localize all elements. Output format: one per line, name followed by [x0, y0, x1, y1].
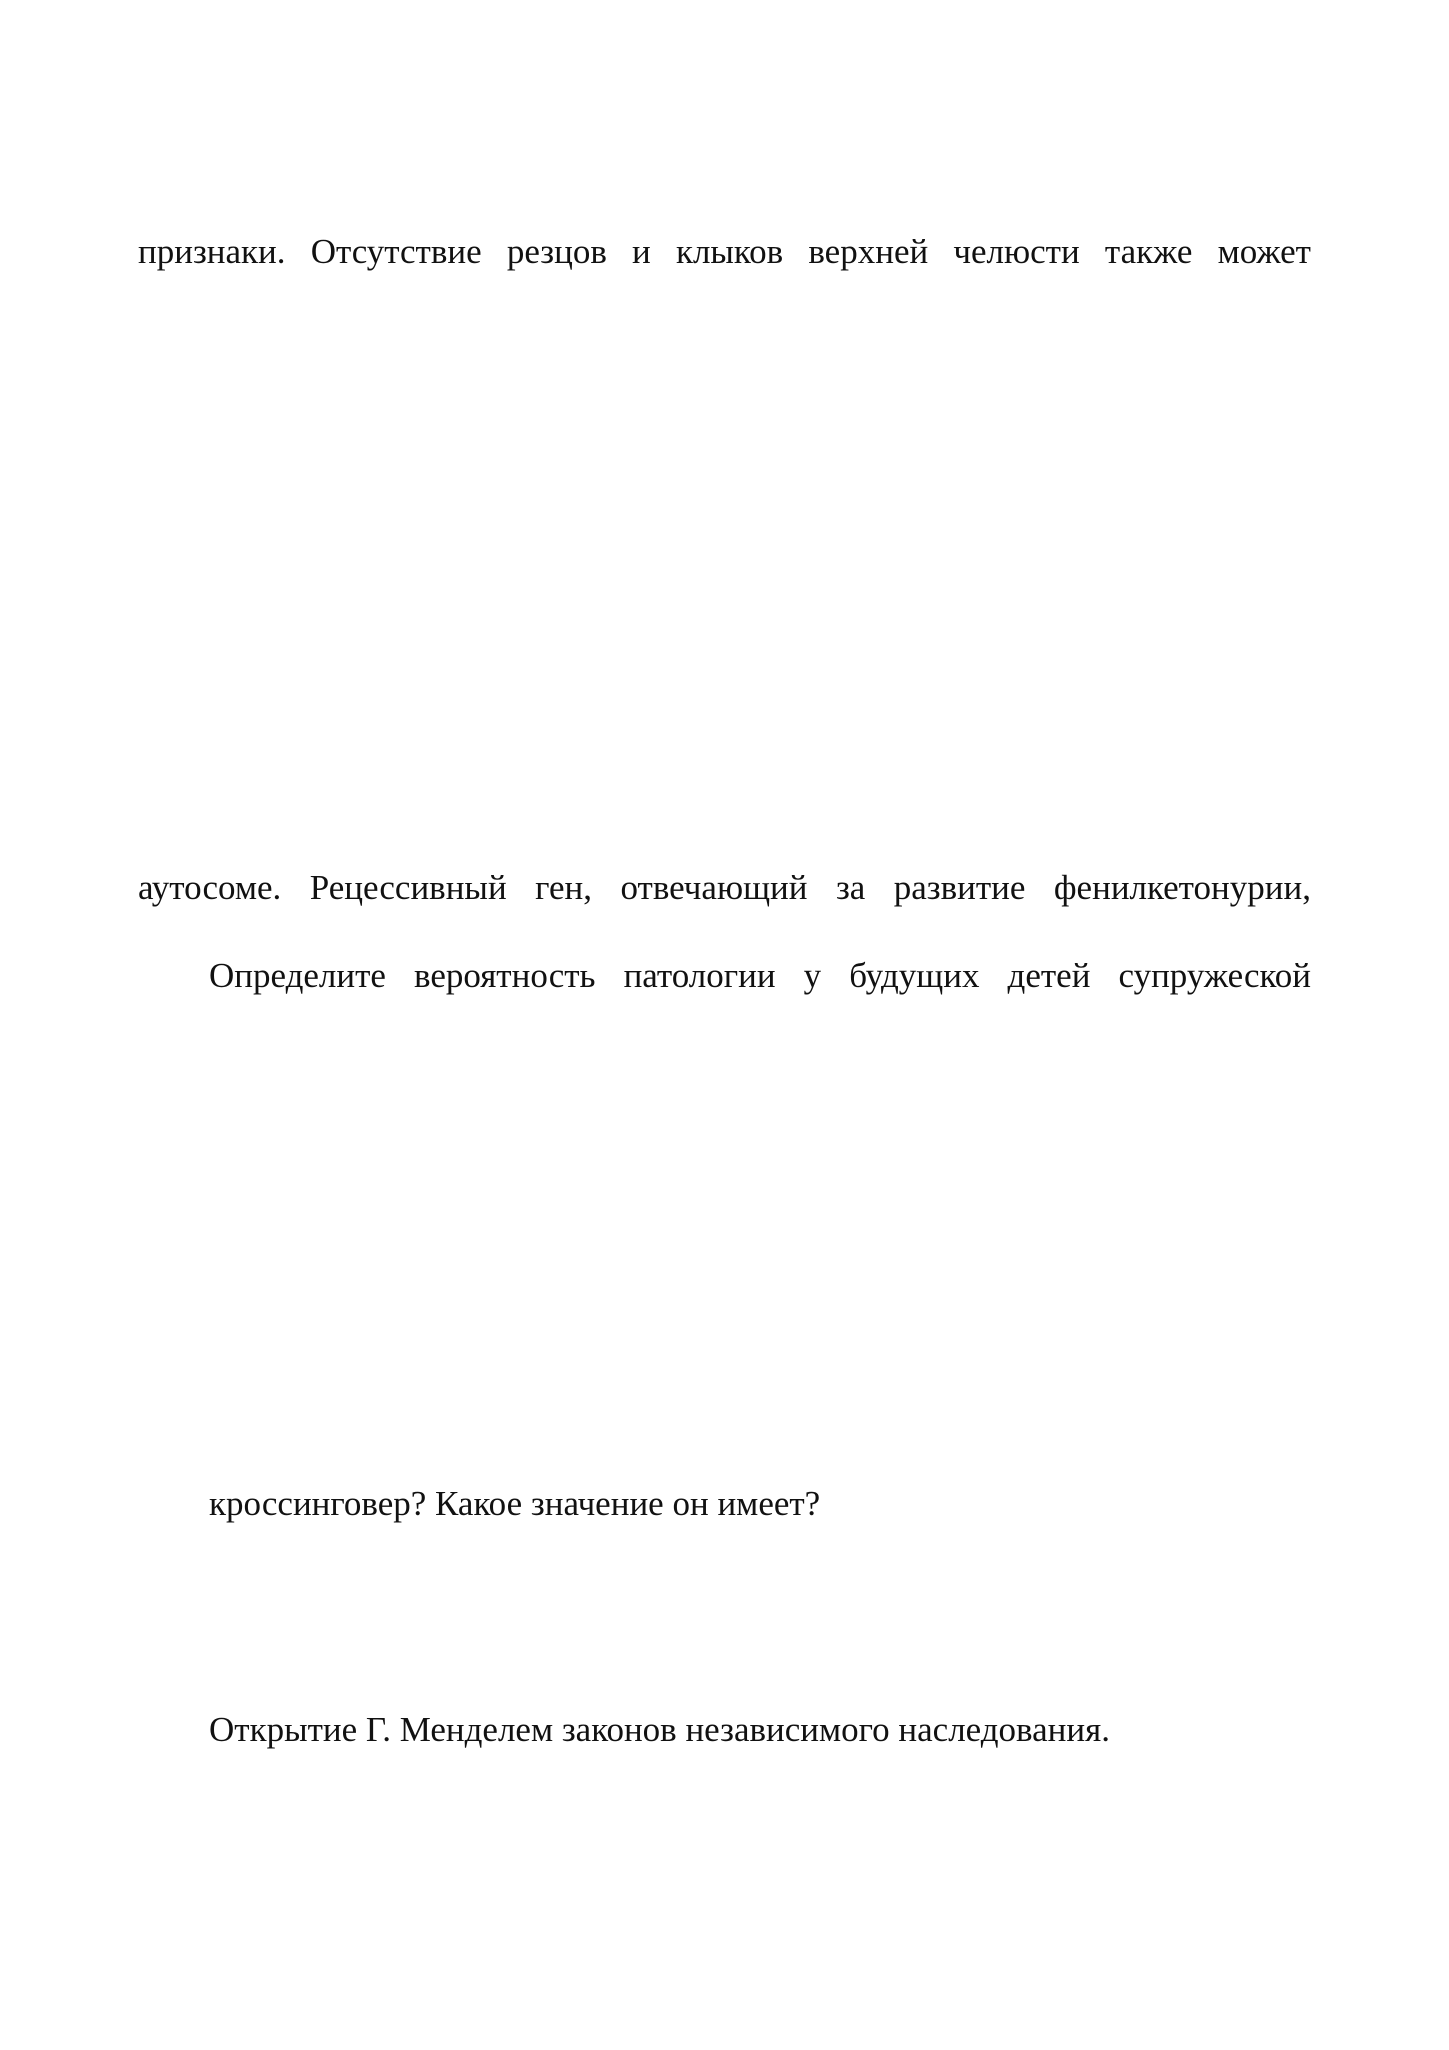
word: признаки. — [138, 232, 286, 271]
word: супружеской — [1118, 956, 1311, 995]
word: резцов — [506, 232, 607, 271]
word: Определите — [209, 956, 386, 995]
word: Отсутствие — [310, 232, 482, 271]
word: развитие — [893, 868, 1026, 907]
text-line-3 — [209, 954, 1311, 998]
word: и — [632, 232, 651, 271]
word: патологии — [623, 956, 776, 995]
word: клыков — [675, 232, 784, 271]
word: аутосоме. — [138, 868, 282, 907]
word: Рецессивный — [309, 868, 507, 907]
word: фенилкетонурии, — [1053, 868, 1311, 907]
word: челюсти — [953, 232, 1080, 271]
word: детей — [1007, 956, 1091, 995]
word: также — [1104, 232, 1193, 271]
text-line-2 — [138, 866, 1311, 910]
word: ген, — [535, 868, 593, 907]
word: может — [1217, 232, 1311, 271]
text-line-1 — [138, 230, 1311, 274]
word: вероятность — [414, 956, 596, 995]
word: отвечающий — [620, 868, 808, 907]
text-line-5: Открытие Г. Менделем законов независимого наследования. — [209, 1710, 1110, 1749]
word: будущих — [849, 956, 980, 995]
word: у — [803, 956, 822, 995]
word: за — [835, 868, 866, 907]
text-line-4: кроссинговер? Какое значение он имеет? — [209, 1484, 821, 1523]
word: верхней — [808, 232, 929, 271]
